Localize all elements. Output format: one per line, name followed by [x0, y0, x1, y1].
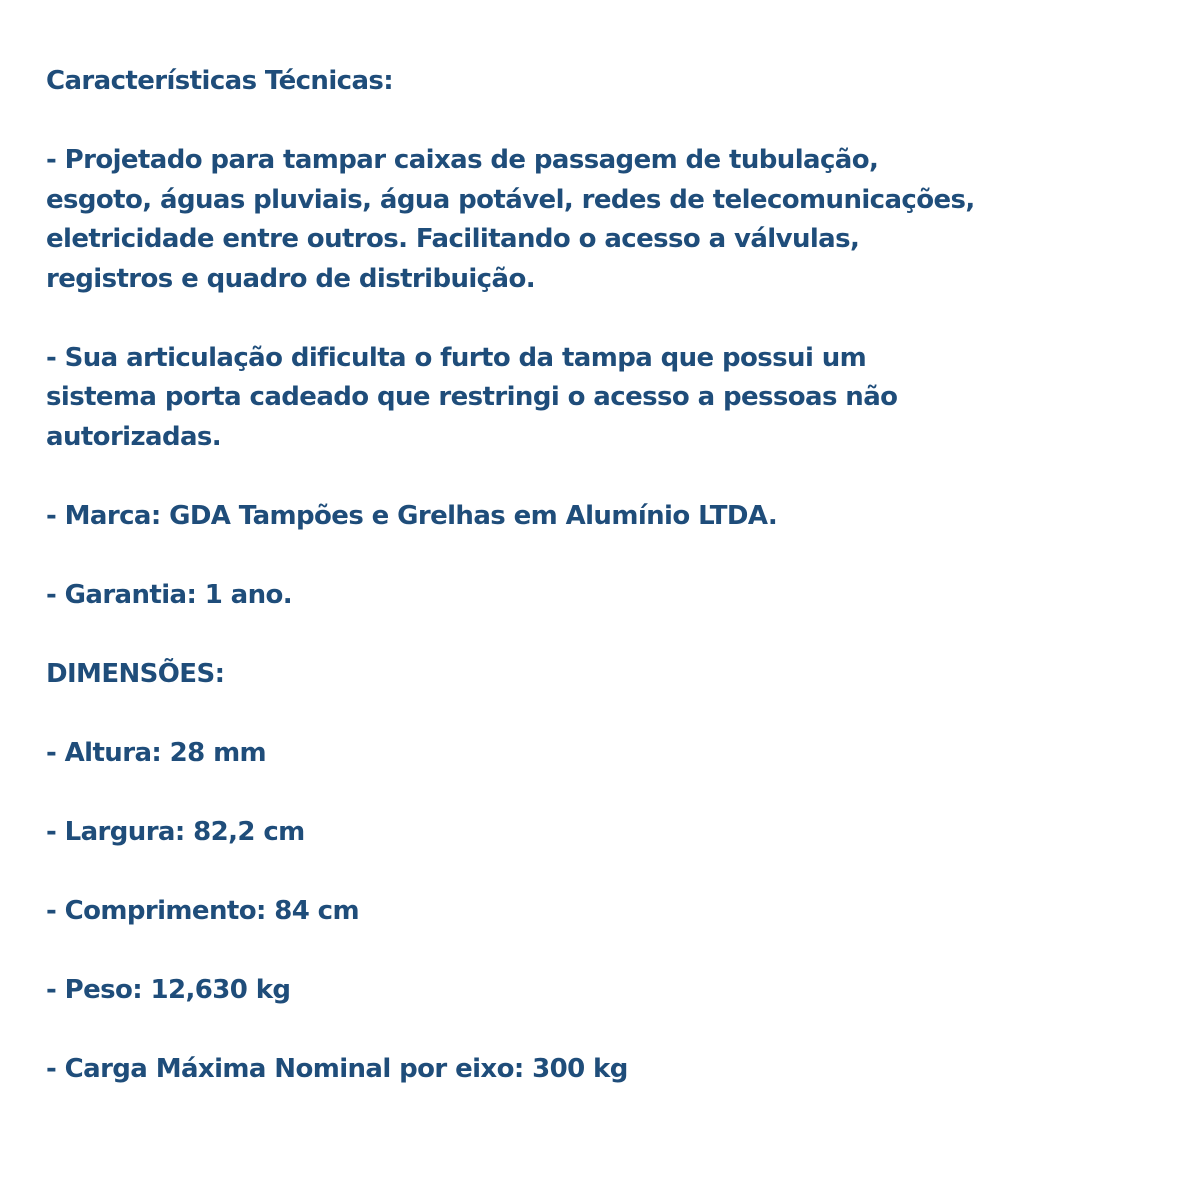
dimensions-heading: DIMENSÕES: [46, 658, 225, 689]
spacer [46, 457, 1166, 497]
height-item: - Altura: 28 mm [46, 737, 267, 768]
purpose-line-4: registros e quadro de distribuição. [46, 263, 535, 294]
purpose-line-3: eletricidade entre outros. Facilitando o acesso a válvulas, [46, 224, 860, 254]
brand-item: - Marca: GDA Tampões e Grelhas em Alumínio LTDA. [46, 500, 778, 531]
spacer [46, 1010, 1166, 1050]
spacer [46, 299, 1166, 339]
max-load-item: - Carga Máxima Nominal por eixo: 300 kg [46, 1053, 628, 1084]
weight-item: - Peso: 12,630 kg [46, 974, 291, 1005]
warranty-item: - Garantia: 1 ano. [46, 579, 293, 610]
security-paragraph [46, 339, 1166, 458]
width-item: - Largura: 82,2 cm [46, 816, 305, 847]
spacer [46, 773, 1166, 813]
security-line-2: sistema porta cadeado que restringi o acesso a pessoas não [46, 382, 898, 412]
spacer [46, 931, 1166, 971]
spec-document [46, 62, 1166, 1089]
purpose-line-1: - Projetado para tampar caixas de passagem de tubulação, [46, 145, 879, 175]
security-line-1: - Sua articulação dificulta o furto da tampa que possui um [46, 342, 867, 373]
length-item: - Comprimento: 84 cm [46, 895, 359, 926]
security-line-3: autorizadas. [46, 421, 222, 452]
spacer [46, 694, 1166, 734]
specs-heading: Características Técnicas: [46, 66, 394, 96]
spacer [46, 615, 1166, 655]
purpose-paragraph [46, 141, 1166, 299]
purpose-line-2: esgoto, águas pluviais, água potável, redes de telecomunicações, [46, 184, 975, 215]
spacer [46, 102, 1166, 142]
spacer [46, 852, 1166, 892]
spacer [46, 536, 1166, 576]
